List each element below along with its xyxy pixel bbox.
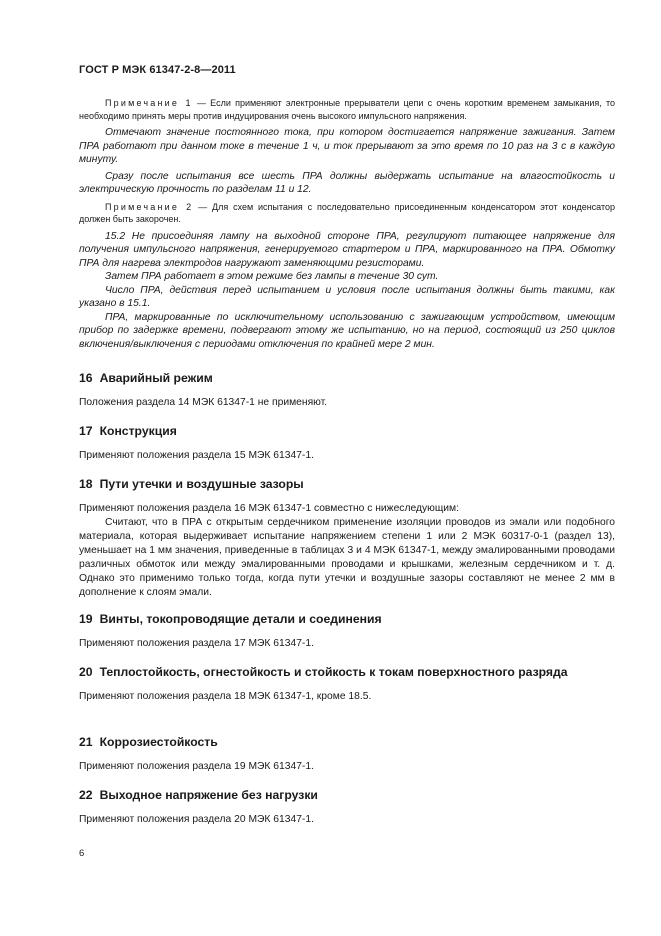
section-21 — [79, 734, 615, 774]
page-number: 6 — [79, 848, 85, 859]
section-number: 20 — [79, 665, 93, 679]
section-22 — [79, 787, 615, 827]
section-17-body: Применяют положения раздела 15 МЭК 61347-1. — [79, 450, 314, 461]
note-2 — [79, 201, 615, 226]
document-header: ГОСТ Р МЭК 61347-2-8—2011 — [79, 64, 236, 76]
section-title: Пути утечки и воздушные зазоры — [99, 477, 304, 491]
section-number: 17 — [79, 424, 93, 438]
section-number: 21 — [79, 735, 93, 749]
section-17 — [79, 423, 615, 463]
section-title: Коррозиестойкость — [99, 735, 218, 749]
paragraph-number-of-ballasts: Число ПРА, действия перед испытанием и условия после испытания должны быть такими, как указано в 15.1. — [79, 284, 615, 309]
section-18-body-detail: Считают, что в ПРА с открытым сердечником применение изоляции проводов из эмали или подобного материала, которая выдерживает испытание напряжением степени 1 или 2 МЭК 60317-0-1 (раздел 13), уменьшает на 1 мм значения, приведенные в таблицах 3 и 4 МЭК 61347-1, между эмалированными проводами различных обмоток или между эмалированными проводами и крышками, железным сердечником и т. д. Однако это применимо только тогда, когда пути утечки и воздушные зазоры составляют не менее 2 мм в дополнение к слоям эмали. — [79, 517, 615, 598]
note-1-label: Примечание 1 — [105, 98, 193, 108]
paragraph-15-2: 15.2 Не присоединяя лампу на выходной стороне ПРА, регулируют питающее напряжение для получения импульсного напряжения, генерируемого стартером и ПРА, маркированного на ПРА. Обмотку ПРА для нагрева электродов нагружают заменяющими резисторами. — [79, 230, 615, 269]
section-number: 18 — [79, 477, 93, 491]
section-18-heading — [79, 476, 615, 492]
section-number: 19 — [79, 612, 93, 626]
section-21-body: Применяют положения раздела 19 МЭК 61347-1. — [79, 761, 314, 772]
section-number: 16 — [79, 371, 93, 385]
section-20-heading — [79, 664, 615, 680]
section-22-heading — [79, 787, 615, 803]
paragraph-ignitor-cycles: ПРА, маркированные по исключительному использованию с зажигающим устройством, имеющим прибор по задержке времени, подвергают этому же испытанию, но на период, состоящий из 250 циклов включения/выключения с периодами отключения по крайней мере 2 мин. — [79, 311, 615, 350]
note-1 — [79, 97, 615, 122]
section-title: Конструкция — [99, 424, 177, 438]
section-title: Выходное напряжение без нагрузки — [99, 788, 318, 802]
section-title: Аварийный режим — [99, 371, 213, 385]
section-19-body: Применяют положения раздела 17 МЭК 61347-1. — [79, 638, 314, 649]
section-18 — [79, 476, 615, 600]
notes-block — [79, 97, 615, 351]
section-16 — [79, 370, 615, 410]
section-22-body: Применяют положения раздела 20 МЭК 61347-1. — [79, 814, 314, 825]
paragraph-30-days: Затем ПРА работает в этом режиме без лампы в течение 30 сут. — [105, 271, 439, 282]
paragraph-after-test: Сразу после испытания все шесть ПРА должны выдержать испытание на влагостойкость и электрическую прочность по разделам 11 и 12. — [79, 170, 615, 195]
section-number: 22 — [79, 788, 93, 802]
section-21-heading — [79, 734, 615, 750]
section-16-heading — [79, 370, 615, 386]
section-title: Винты, токопроводящие детали и соединения — [99, 612, 382, 626]
note-2-label: Примечание 2 — [105, 201, 194, 212]
section-19 — [79, 611, 615, 651]
section-title: Теплостойкость, огнестойкость и стойкость к токам поверхностного разряда — [99, 665, 568, 679]
section-17-heading — [79, 423, 615, 439]
section-20-body: Применяют положения раздела 18 МЭК 61347-1, кроме 18.5. — [79, 691, 372, 702]
paragraph-dc-current: Отмечают значение постоянного тока, при котором достигается напряжение зажигания. Затем ПРА работают при данном токе в течение 1 ч, и ток прерывают за это время по 10 раз на 3 с в каждую минуту. — [79, 127, 615, 165]
section-20 — [79, 664, 615, 704]
section-18-body-intro: Применяют положения раздела 16 МЭК 61347-1 совместно с нижеследующим: — [79, 503, 459, 514]
section-19-heading — [79, 611, 615, 627]
note-2-text: — Для схем испытания с последовательно присоединенным конденсатором этот конденсатор должен быть закорочен. — [79, 201, 616, 224]
section-16-body: Положения раздела 14 МЭК 61347-1 не применяют. — [79, 397, 328, 408]
note-1-text: — Если применяют электронные прерыватели цепи с очень коротким временем замыкания, то необходимо принять меры против индуцирования очень высокого импульсного напряжения. — [79, 98, 616, 121]
